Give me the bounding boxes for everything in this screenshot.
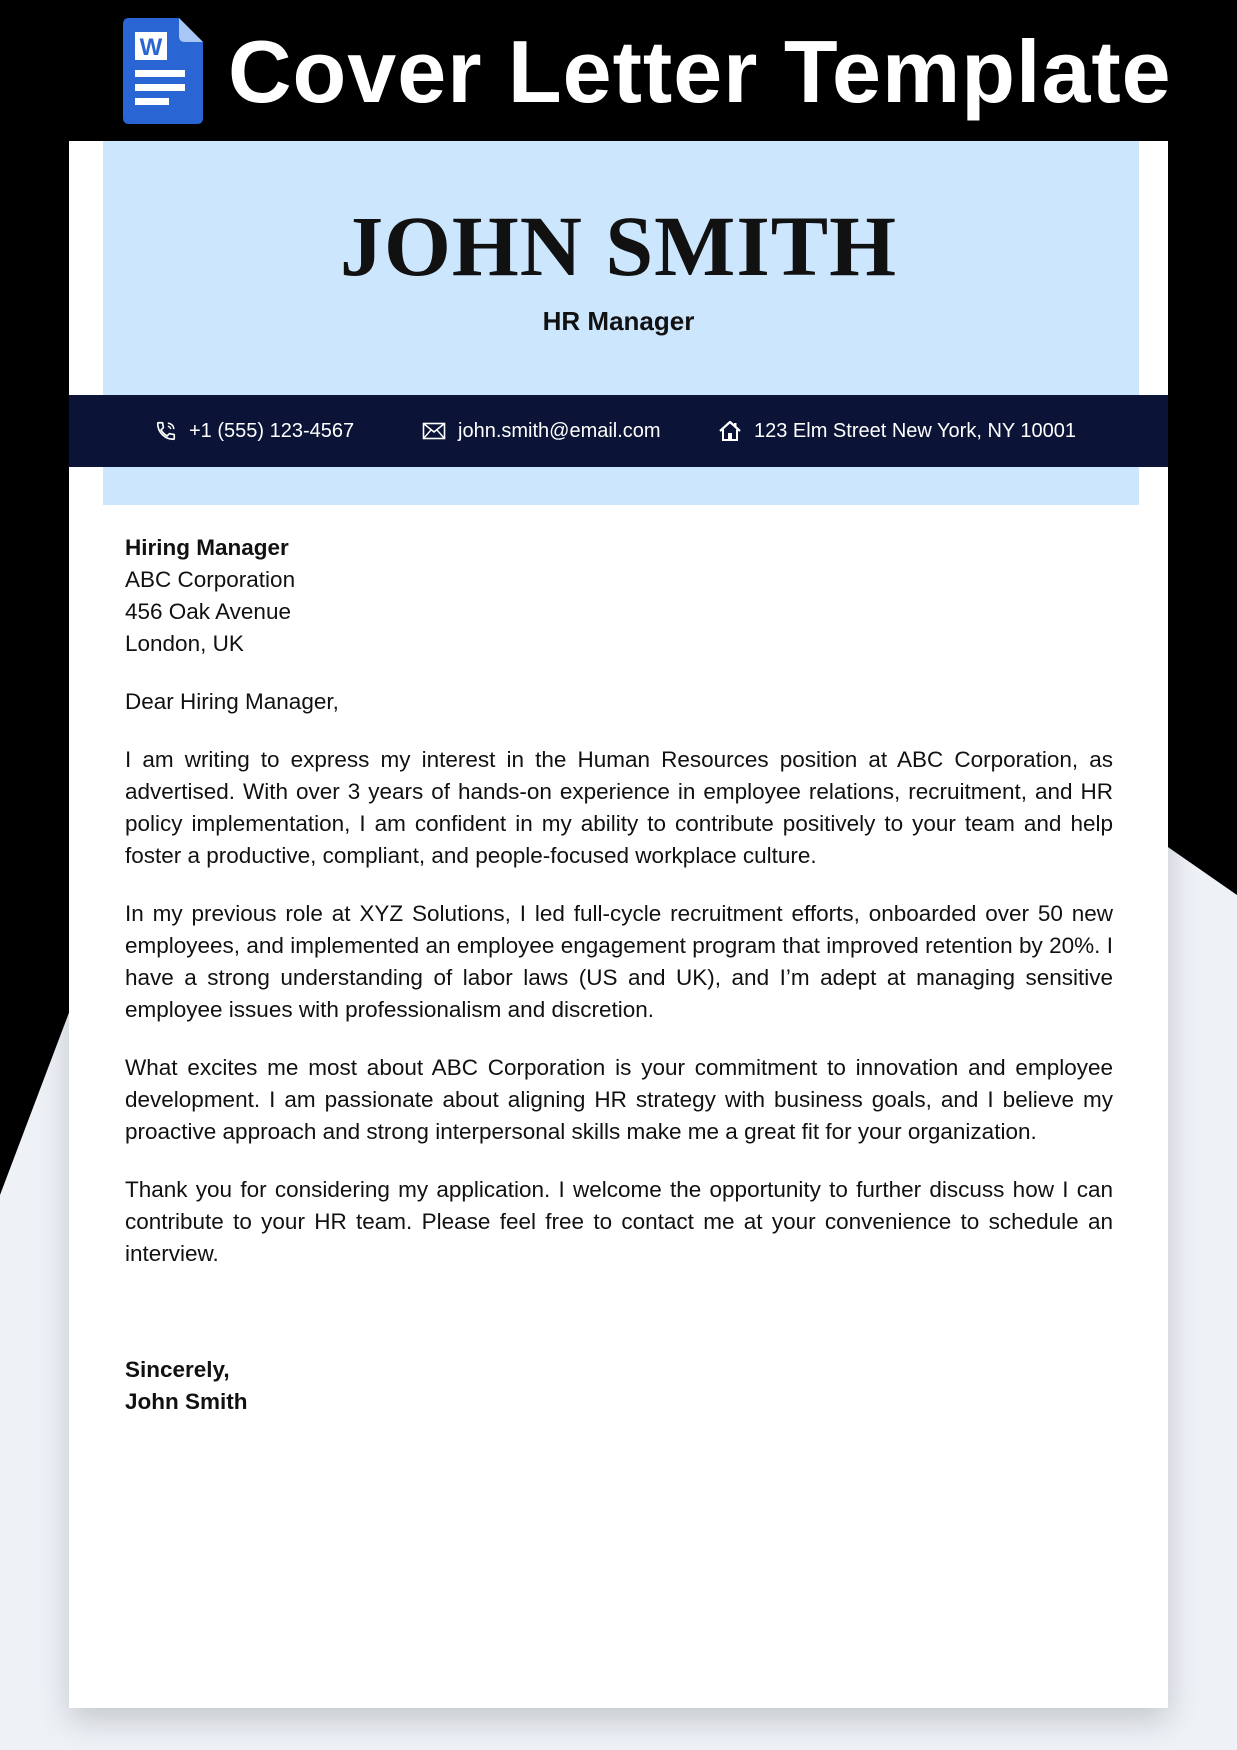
contact-email bbox=[422, 395, 661, 467]
letter-page bbox=[69, 141, 1168, 1708]
paragraph-1: I am writing to express my interest in the Human Resources position at ABC Corporation, as advertised. With over 3 years of hands-on experience in employee relations, recruitment, and HR policy implementation, I am confident in my ability to contribute positively to your team and help foster a productive, compliant, and people-focused workplace culture. bbox=[125, 747, 1113, 868]
signature: John Smith bbox=[125, 1389, 248, 1414]
phone-text: +1 (555) 123-4567 bbox=[189, 419, 355, 442]
banner-title: Cover Letter Template bbox=[228, 22, 1172, 121]
recipient-company: ABC Corporation bbox=[125, 567, 296, 592]
greeting: Dear Hiring Manager, bbox=[125, 689, 339, 714]
email-text: john.smith@email.com bbox=[458, 419, 661, 442]
phone-icon bbox=[155, 420, 177, 442]
recipient-name: Hiring Manager bbox=[125, 535, 289, 560]
recipient-city: London, UK bbox=[125, 631, 244, 656]
closing-block bbox=[125, 1354, 1113, 1418]
paragraph-4: Thank you for considering my application. I welcome the opportunity to further discuss how I can contribute to your HR team. Please feel free to contact me at your convenience to schedule an interview. bbox=[125, 1177, 1113, 1266]
paragraph-2: In my previous role at XYZ Solutions, I led full-cycle recruitment efforts, onboarded over 50 new employees, and implemented an employee engagement program that improved retention by 20%. I have a strong understanding of labor laws (US and UK), and I’m adept at managing sensitive employee issues with professionalism and discretion. bbox=[125, 901, 1113, 1022]
applicant-job-title: HR Manager bbox=[542, 306, 695, 336]
closing: Sincerely, bbox=[125, 1357, 230, 1382]
letter-body bbox=[125, 532, 1113, 1418]
paragraph-3: What excites me most about ABC Corporation is your commitment to innovation and employee development. I am passionate about aligning HR strategy with business goals, and I believe my proactive approach and strong interpersonal skills make me a great fit for your organization. bbox=[125, 1055, 1113, 1144]
recipient-block bbox=[125, 532, 1113, 660]
recipient-street: 456 Oak Avenue bbox=[125, 599, 291, 624]
word-document-icon bbox=[123, 18, 203, 124]
word-icon-letter: W bbox=[139, 34, 163, 61]
envelope-icon bbox=[422, 421, 446, 441]
contact-bar bbox=[69, 395, 1168, 467]
contact-address bbox=[718, 395, 1076, 467]
home-icon bbox=[718, 420, 742, 442]
address-text: 123 Elm Street New York, NY 10001 bbox=[754, 419, 1077, 442]
contact-phone bbox=[155, 395, 354, 467]
title-banner bbox=[0, 0, 1237, 140]
applicant-name: JOHN SMITH bbox=[339, 198, 898, 294]
